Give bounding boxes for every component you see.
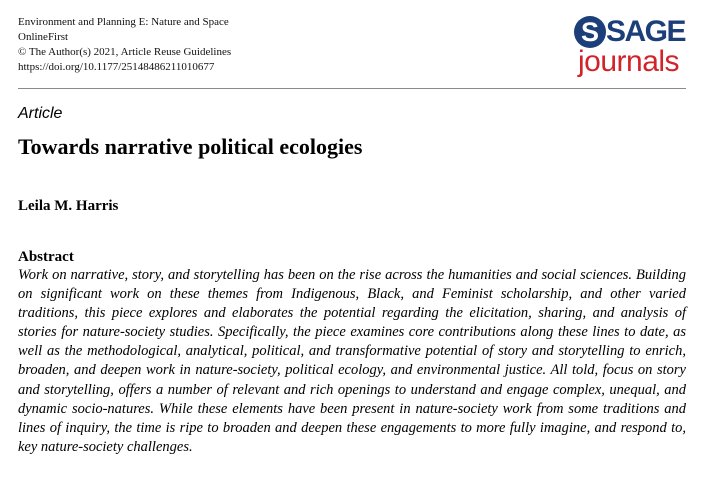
publication-info bbox=[18, 15, 231, 75]
abstract-heading: Abstract bbox=[18, 249, 74, 265]
sage-text: SAGE bbox=[606, 15, 686, 48]
copyright-line[interactable]: © The Author(s) 2021, Article Reuse Guidelines bbox=[18, 46, 232, 58]
sage-journals-logo[interactable] bbox=[574, 14, 686, 82]
header-divider bbox=[18, 88, 686, 89]
journals-text: journals bbox=[578, 45, 680, 78]
article-title: Towards narrative political ecologies bbox=[18, 134, 363, 159]
article-type-label: Article bbox=[18, 105, 63, 122]
abstract-text: Work on narrative, story, and storytelling has been on the rise across the humanities and social sciences. Building on significant work on these themes from Indigenous, Black, and Feminist scholarship, and other varied traditions, this piece explores and elaborates the potential regarding the elicitation, sharing, and analysis of stories for nature-society studies. Specifically, the piece examines core contributions along these lines to date, as well as the methodological, analytical, political, and transformative potential of story and storytelling to enrich, broaden, and deepen work in nature-society, political ecology, and environmental justice. All told, focus on story and storytelling, offers a number of relevant and rich openings to understand and engage complex, unequal, and dynamic socio-natures. While these elements have been present in nature-society work from some traditions and lines of inquiry, the time is ripe to broaden and deepen these engagements to more fully imagine, and respond to, key nature-society challenges. bbox=[18, 267, 686, 455]
sage-s-icon: S bbox=[574, 16, 606, 48]
publication-status: OnlineFirst bbox=[18, 31, 69, 43]
doi-link[interactable]: https://doi.org/10.1177/25148486211010677 bbox=[18, 61, 215, 73]
journal-name: Environment and Planning E: Nature and Space bbox=[18, 16, 229, 28]
author-name[interactable]: Leila M. Harris bbox=[18, 198, 119, 214]
